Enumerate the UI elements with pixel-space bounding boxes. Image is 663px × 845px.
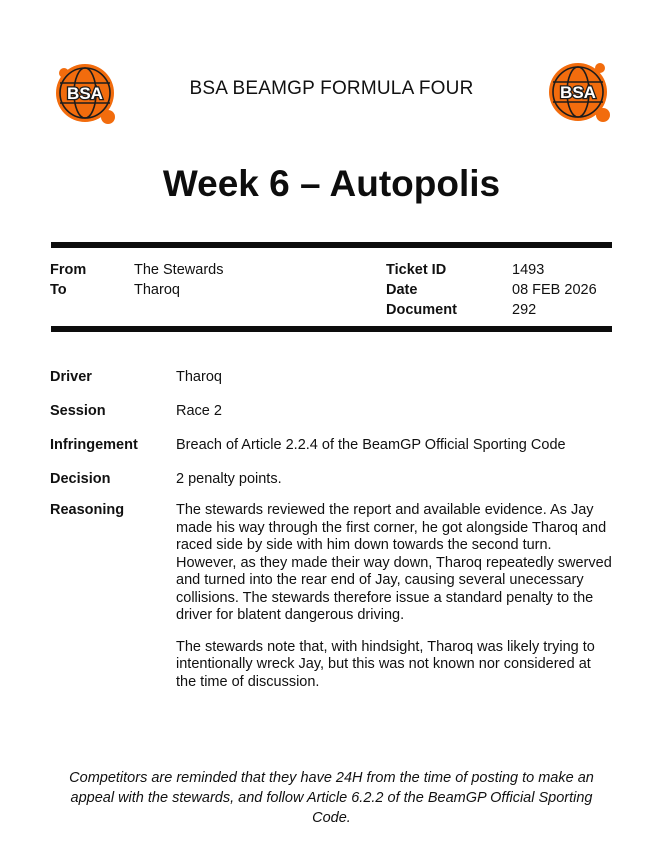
sender-recipient-block <box>50 260 350 304</box>
from-value: The Stewards <box>134 262 224 278</box>
ticket-id-value: 1493 <box>512 262 545 278</box>
to-value: Tharoq <box>134 282 180 298</box>
document-value: 292 <box>512 302 537 318</box>
reasoning-paragraph-2: The stewards note that, with hindsight, Tharoq was likely trying to intentionally wreck Jay, but this was not known nor considered at the time of discussion. <box>176 638 595 690</box>
infringement-label: Infringement <box>50 437 138 453</box>
infringement-value: Breach of Article 2.2.4 of the BeamGP Official Sporting Code <box>176 437 566 453</box>
driver-label: Driver <box>50 369 92 385</box>
document-label: Document <box>386 302 457 318</box>
session-label: Session <box>50 403 106 419</box>
decision-label: Decision <box>50 471 111 487</box>
decision-value: 2 penalty points. <box>176 471 282 487</box>
logo-text: BSA <box>67 84 103 103</box>
from-label: From <box>50 262 87 278</box>
date-value: 08 FEB 2026 <box>512 282 597 298</box>
divider-bottom <box>51 326 612 332</box>
organization-name: BSA BEAMGP FORMULA FOUR <box>189 78 474 99</box>
reasoning-text <box>176 502 612 705</box>
ticket-info-block <box>386 260 612 324</box>
divider-top <box>51 242 612 248</box>
reasoning-paragraph-1: The stewards reviewed the report and available evidence. As Jay made his way through the first corner, he got alongside Tharoq and raced side by side with him down towards the second turn. However, as they made their way down, Tharoq repeatedly swerved and turned into the rear end of Jay, causing several unecessary collisions. The stewards therefore issue a standard penalty to the driver for blatent dangerous driving. <box>176 502 612 623</box>
reasoning-label: Reasoning <box>50 502 125 518</box>
date-label: Date <box>386 282 418 298</box>
appeal-notice: Competitors are reminded that they have 24H from the time of posting to make an appeal with the stewards, and follow Article 6.2.2 of the BeamGP Official Sporting Code. <box>69 770 594 826</box>
driver-value: Tharoq <box>176 369 222 385</box>
ticket-id-label: Ticket ID <box>386 262 447 278</box>
logo-text: BSA <box>560 83 596 102</box>
to-label: To <box>50 282 67 298</box>
session-value: Race 2 <box>176 403 222 419</box>
document-title: Week 6 – Autopolis <box>162 163 501 204</box>
